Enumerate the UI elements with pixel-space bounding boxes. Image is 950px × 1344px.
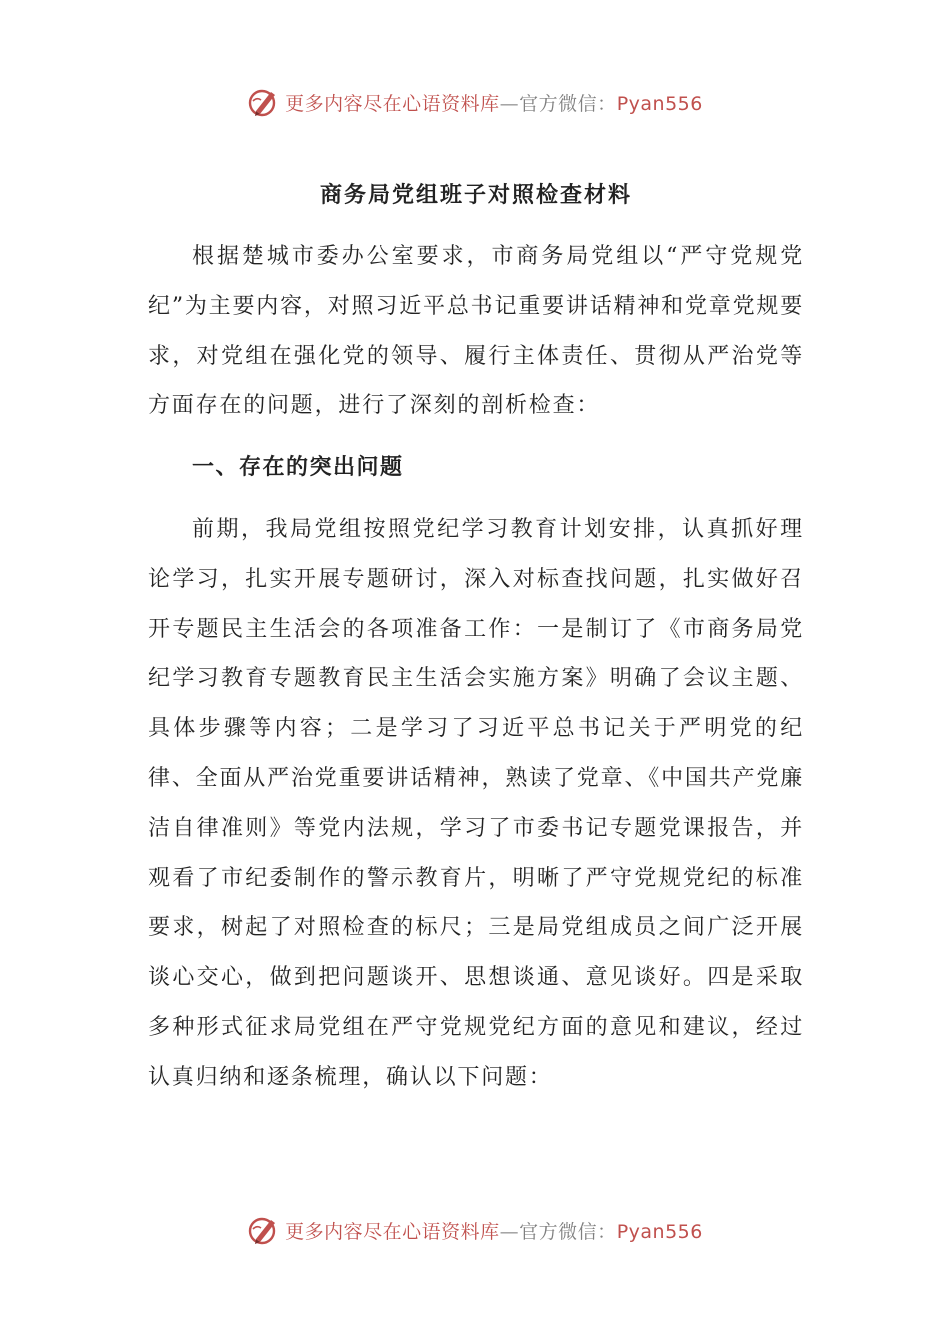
watermark-text	[285, 1217, 703, 1244]
document-body	[148, 170, 804, 1103]
watermark-dash: —	[499, 92, 520, 115]
watermark-label: 官方微信：	[519, 1220, 617, 1243]
section-paragraph: 前期，我局党组按照党纪学习教育计划安排，认真抓好理论学习，扎实开展专题研讨，深入对标查找问题，扎实做好召开专题民主生活会的各项准备工作：一是制订了《市商务局党纪学习教育专题教育民主生活会实施方案》明确了会议主题、具体步骤等内容；二是学习了习近平总书记关于严明党的纪律、全面从严治党重要讲话精神，熟读了党章、《中国共产党廉洁自律准则》等党内法规，学习了市委书记专题党课报告，并观看了市纪委制作的警示教育片，明晰了严守党规党纪的标准要求，树起了对照检查的标尺；三是局党组成员之间广泛开展谈心交心，做到把问题谈开、思想谈通、意见谈好。四是采取多种形式征求局党组在严守党规党纪方面的意见和建议，经过认真归纳和逐条梳理，确认以下问题：	[148, 516, 804, 1090]
watermark-dash: —	[499, 1220, 520, 1243]
watermark-site-text: 更多内容尽在心语资料库	[285, 92, 500, 115]
intro-paragraph: 根据楚城市委办公室要求，市商务局党组以“严守党规党纪”为主要内容，对照习近平总书记重要讲话精神和党章党规要求，对党组在强化党的领导、履行主体责任、贯彻从严治党等方面存在的问题，进行了深刻的剖析检查：	[148, 244, 804, 419]
watermark-banner-bottom	[0, 1210, 950, 1250]
watermark-site-text: 更多内容尽在心语资料库	[285, 1220, 500, 1243]
watermark-text	[285, 89, 703, 116]
watermark-banner-top	[0, 82, 950, 122]
watermark-label: 官方微信：	[519, 92, 617, 115]
watermark-wechat-id: Pyan556	[616, 92, 703, 115]
watermark-wechat-id: Pyan556	[616, 1220, 703, 1243]
section-heading: 一、存在的突出问题	[192, 454, 404, 481]
pen-logo-icon	[247, 85, 281, 119]
pen-logo-icon	[247, 1213, 281, 1247]
document-title: 商务局党组班子对照检查材料	[319, 182, 632, 208]
